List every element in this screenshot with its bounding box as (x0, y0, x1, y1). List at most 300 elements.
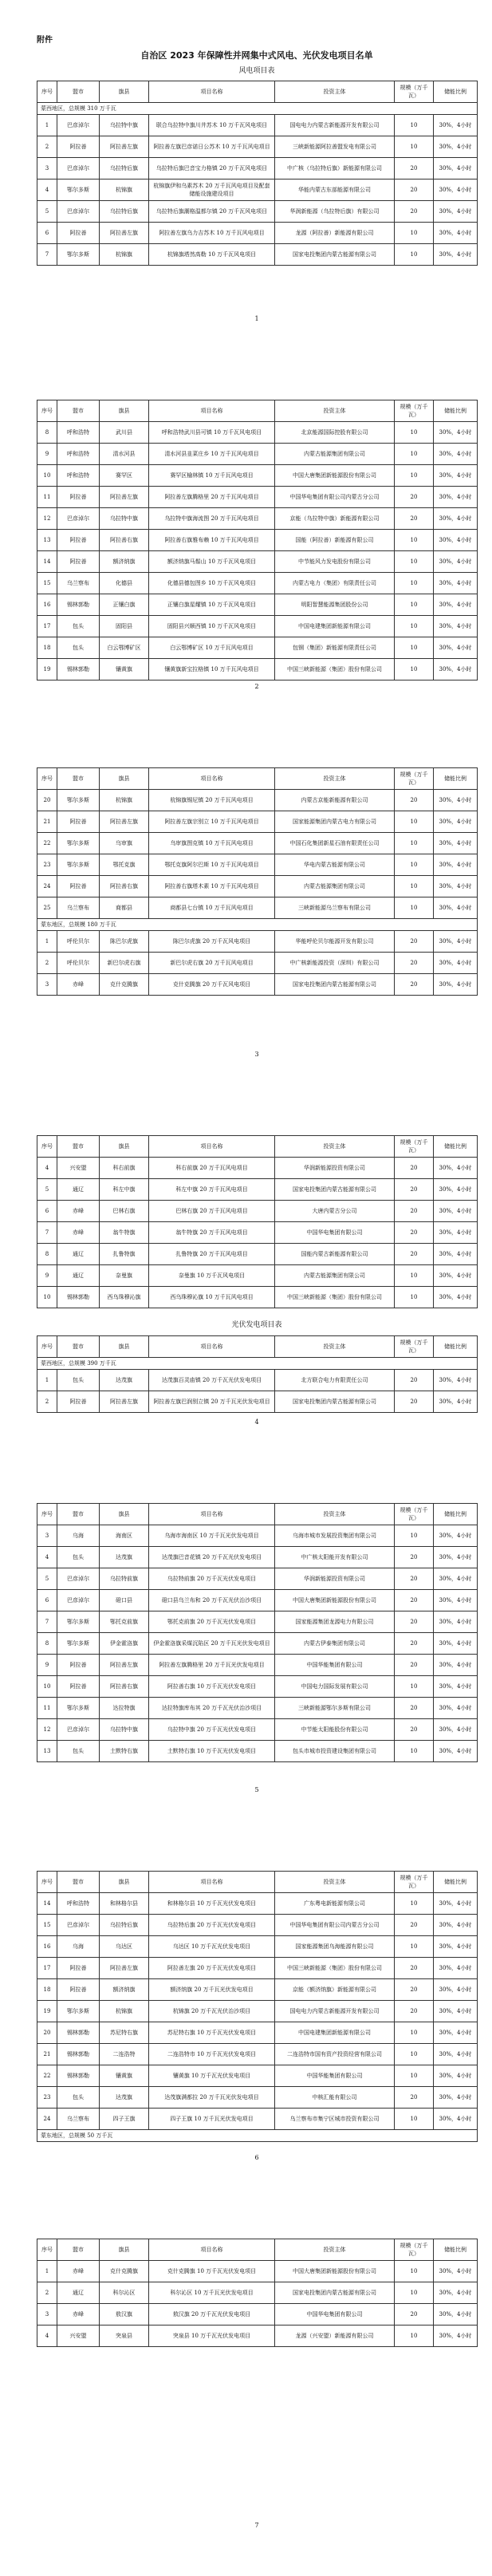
cell-league-city: 阿拉善 (57, 1958, 100, 1979)
cell-league-city: 巴彦淖尔 (57, 1568, 100, 1590)
cell-storage-ratio: 30%，4小时 (434, 487, 478, 508)
cell-project-name: 科尔沁区 10 万千瓦光伏发电项目 (149, 2282, 275, 2304)
header-investor: 投资主体 (275, 1136, 395, 1158)
cell-project-name: 杭锦旗塔然高勒 10 万千瓦风电项目 (149, 244, 275, 266)
cell-league-city: 锡林郭勒 (57, 2044, 100, 2065)
cell-investor: 华润新能源投资有限公司 (275, 1158, 395, 1179)
cell-storage-ratio: 30%，4小时 (434, 1370, 478, 1391)
cell-project-name: 扎鲁特旗 20 万千瓦风电项目 (149, 1244, 275, 1265)
table-row (37, 1611, 478, 1633)
cell-serial-number: 14 (37, 1893, 57, 1915)
header-league-city: 盟市 (57, 81, 100, 103)
cell-serial-number: 4 (37, 2326, 57, 2347)
table-row (37, 136, 478, 158)
header-serial-number: 序号 (37, 2239, 57, 2261)
cell-county: 乌拉特前旗 (100, 1568, 149, 1590)
cell-league-city: 鄂尔多斯 (57, 1611, 100, 1633)
cell-project-name: 乌拉特后旗潮格温都尔镇 20 万千瓦风电项目 (149, 201, 275, 223)
cell-investor: 大唐内蒙古分公司 (275, 1201, 395, 1222)
cell-serial-number: 13 (37, 530, 57, 551)
cell-capacity: 20 (395, 1979, 434, 2001)
cell-serial-number: 8 (37, 422, 57, 444)
cell-project-name: 科右前旗 20 万千瓦风电项目 (149, 1158, 275, 1179)
cell-serial-number: 21 (37, 811, 57, 833)
cell-capacity: 10 (395, 244, 434, 266)
table-row (37, 1633, 478, 1655)
document-page (0, 368, 492, 736)
cell-serial-number: 3 (37, 2304, 57, 2326)
table-row (37, 659, 478, 680)
cell-league-city: 巴彦淖尔 (57, 1590, 100, 1611)
header-project-name: 项目名称 (149, 2239, 275, 2261)
cell-capacity: 10 (395, 811, 434, 833)
cell-storage-ratio: 30%，4小时 (434, 1568, 478, 1590)
table-row (37, 1568, 478, 1590)
cell-county: 阿拉善左旗 (100, 1655, 149, 1676)
cell-league-city: 呼和浩特 (57, 465, 100, 487)
cell-serial-number: 20 (37, 2022, 57, 2044)
cell-storage-ratio: 30%，4小时 (434, 876, 478, 897)
cell-capacity: 20 (395, 1244, 434, 1265)
cell-project-name: 正镶白旗星耀镇 10 万千瓦风电项目 (149, 594, 275, 616)
cell-investor: 中广核新能源投资（深圳）有限公司 (275, 953, 395, 974)
page-content (37, 2239, 477, 2347)
cell-league-city: 巴彦淖尔 (57, 508, 100, 530)
cell-project-name: 达茂旗满都拉 20 万千瓦光伏发电项目 (149, 2087, 275, 2109)
cell-county: 阿拉善右旗 (100, 530, 149, 551)
cell-league-city: 鄂尔多斯 (57, 1698, 100, 1719)
cell-project-name: 四子王旗 10 万千瓦光伏发电项目 (149, 2109, 275, 2130)
document-page (0, 1839, 492, 2207)
table-row (37, 2109, 478, 2130)
cell-serial-number: 13 (37, 1741, 57, 1762)
cell-storage-ratio: 30%，4小时 (434, 1655, 478, 1676)
table-row (37, 2087, 478, 2109)
header-project-name: 项目名称 (149, 1504, 275, 1525)
cell-storage-ratio: 30%，4小时 (434, 2326, 478, 2347)
table-row (37, 1719, 478, 1741)
cell-capacity: 20 (395, 1915, 434, 1936)
page-number: 3 (254, 1051, 259, 1058)
cell-investor: 中国华能集团有限公司 (275, 2065, 395, 2087)
page-number: 7 (254, 2522, 259, 2529)
cell-serial-number: 10 (37, 1676, 57, 1698)
cell-county: 白云鄂博矿区 (100, 637, 149, 659)
cell-league-city: 阿拉善 (57, 136, 100, 158)
table-row (37, 2326, 478, 2347)
table-row (37, 487, 478, 508)
cell-league-city: 包头 (57, 616, 100, 637)
cell-serial-number: 24 (37, 876, 57, 897)
cell-league-city: 通辽 (57, 1179, 100, 1201)
cell-storage-ratio: 30%，4小时 (434, 1741, 478, 1762)
cell-league-city: 阿拉善 (57, 811, 100, 833)
cell-capacity: 20 (395, 1370, 434, 1391)
cell-capacity: 10 (395, 465, 434, 487)
cell-storage-ratio: 30%，4小时 (434, 1287, 478, 1308)
cell-investor: 中国大唐集团新能源股份有限公司 (275, 1590, 395, 1611)
cell-project-name: 赛罕区榆林镇 10 万千瓦风电项目 (149, 465, 275, 487)
cell-investor: 内蒙古电力（集团）有限责任公司 (275, 573, 395, 594)
cell-county: 巴林右旗 (100, 1201, 149, 1222)
cell-investor: 国家能源集团乌海能源有限公司 (275, 1936, 395, 1958)
header-storage-ratio: 储能比例 (434, 1136, 478, 1158)
header-capacity: 规模（万千瓦） (395, 1872, 434, 1893)
cell-investor: 中广核（乌拉特后旗）新能源有限公司 (275, 158, 395, 179)
cell-county: 商都县 (100, 897, 149, 919)
table-row (37, 931, 478, 953)
cell-project-name: 新巴尔虎右旗 20 万千瓦风电项目 (149, 953, 275, 974)
cell-league-city: 阿拉善 (57, 1655, 100, 1676)
cell-serial-number: 2 (37, 136, 57, 158)
cell-league-city: 包头 (57, 1370, 100, 1391)
cell-investor: 中国华电集团有限公司 (275, 2304, 395, 2326)
cell-storage-ratio: 30%，4小时 (434, 1698, 478, 1719)
cell-project-name: 阿拉善右旗雅布赖 10 万千瓦风电项目 (149, 530, 275, 551)
header-project-name: 项目名称 (149, 1136, 275, 1158)
table-row (37, 223, 478, 244)
cell-serial-number: 1 (37, 931, 57, 953)
cell-investor: 龙源（兴安盟）新能源有限公司 (275, 2326, 395, 2347)
cell-county: 磴口县 (100, 1590, 149, 1611)
header-serial-number: 序号 (37, 400, 57, 422)
cell-project-name: 土默特右旗 10 万千瓦光伏发电项目 (149, 1741, 275, 1762)
cell-serial-number: 15 (37, 573, 57, 594)
cell-league-city: 阿拉善 (57, 530, 100, 551)
cell-investor: 中节能太阳能股份有限公司 (275, 1719, 395, 1741)
cell-project-name: 达茂旗巴音花镇 20 万千瓦光伏发电项目 (149, 1547, 275, 1568)
cell-investor: 中国大唐集团新能源股份有限公司 (275, 465, 395, 487)
cell-serial-number: 23 (37, 2087, 57, 2109)
cell-storage-ratio: 30%，4小时 (434, 1719, 478, 1741)
cell-project-name: 阿拉善右旗 10 万千瓦光伏发电项目 (149, 1676, 275, 1698)
cell-storage-ratio: 30%，4小时 (434, 1547, 478, 1568)
cell-capacity: 20 (395, 1568, 434, 1590)
cell-county: 阿拉善左旗 (100, 487, 149, 508)
document-page (0, 1103, 492, 1471)
cell-county: 奈曼旗 (100, 1265, 149, 1287)
document-page (0, 2207, 492, 2574)
header-investor: 投资主体 (275, 2239, 395, 2261)
cell-investor: 国电电力内蒙古新能源开发有限公司 (275, 2001, 395, 2022)
cell-capacity: 10 (395, 1287, 434, 1308)
attachment-label: 附件 (37, 36, 53, 45)
cell-capacity: 20 (395, 1222, 434, 1244)
cell-investor: 中国华电集团有限公司内蒙古分公司 (275, 487, 395, 508)
cell-county: 西乌珠穆沁旗 (100, 1287, 149, 1308)
table-row (37, 1893, 478, 1915)
cell-storage-ratio: 30%，4小时 (434, 637, 478, 659)
cell-serial-number: 4 (37, 1158, 57, 1179)
cell-capacity: 20 (395, 931, 434, 953)
table-row (37, 637, 478, 659)
cell-county: 乌拉特后旗 (100, 201, 149, 223)
cell-county: 杭锦旗 (100, 244, 149, 266)
cell-capacity: 20 (395, 1201, 434, 1222)
cell-storage-ratio: 30%，4小时 (434, 1265, 478, 1287)
cell-league-city: 赤峰 (57, 1222, 100, 1244)
page-content (37, 1871, 477, 2142)
cell-serial-number: 25 (37, 897, 57, 919)
region-section-row (37, 2130, 478, 2142)
cell-storage-ratio: 30%，4小时 (434, 465, 478, 487)
cell-investor: 国家电投集团内蒙古能源有限公司 (275, 974, 395, 996)
cell-investor: 内蒙古能源集团有限公司 (275, 1265, 395, 1287)
cell-storage-ratio: 30%，4小时 (434, 530, 478, 551)
cell-project-name: 清水河县韭菜庄乡 10 万千瓦风电项目 (149, 444, 275, 465)
cell-investor: 中国华能集团有限公司 (275, 1655, 395, 1676)
cell-project-name: 乌海市海南区 10 万千瓦光伏发电项目 (149, 1525, 275, 1547)
cell-investor: 中国电建集团新能源有限公司 (275, 616, 395, 637)
cell-capacity: 20 (395, 2001, 434, 2022)
cell-investor: 内蒙古能源集团有限公司 (275, 444, 395, 465)
header-investor: 投资主体 (275, 81, 395, 103)
cell-capacity: 20 (395, 1655, 434, 1676)
cell-investor: 国电电力内蒙古新能源开发有限公司 (275, 115, 395, 136)
cell-project-name: 和林格尔县 10 万千瓦光伏发电项目 (149, 1893, 275, 1915)
header-capacity: 规模（万千瓦） (395, 1504, 434, 1525)
header-investor: 投资主体 (275, 1336, 395, 1358)
cell-league-city: 赤峰 (57, 1201, 100, 1222)
cell-investor: 国家电投集团内蒙古能源有限公司 (275, 1179, 395, 1201)
cell-investor: 北方联合电力有限责任公司 (275, 1370, 395, 1391)
cell-capacity: 20 (395, 201, 434, 223)
table-row (37, 1741, 478, 1762)
cell-investor: 三峡新能源乌兰察布有限公司 (275, 897, 395, 919)
cell-county: 科右前旗 (100, 1158, 149, 1179)
header-investor: 投资主体 (275, 1504, 395, 1525)
header-serial-number: 序号 (37, 81, 57, 103)
table-row (37, 551, 478, 573)
table-header-row (37, 768, 478, 790)
document-page (0, 1471, 492, 1839)
cell-league-city: 乌兰察布 (57, 2109, 100, 2130)
cell-county: 镶黄旗 (100, 659, 149, 680)
header-county: 旗县 (100, 1336, 149, 1358)
cell-county: 乌拉特后旗 (100, 1915, 149, 1936)
cell-serial-number: 4 (37, 1547, 57, 1568)
cell-investor: 内蒙古伊泰集团有限公司 (275, 1633, 395, 1655)
cell-project-name: 杭锦旗 20 万千瓦光伏治沙项目 (149, 2001, 275, 2022)
cell-investor: 国家能源集团龙源电力有限公司 (275, 1611, 395, 1633)
cell-project-name: 乌拉特前旗 20 万千瓦光伏发电项目 (149, 1568, 275, 1590)
header-serial-number: 序号 (37, 1872, 57, 1893)
cell-county: 武川县 (100, 422, 149, 444)
cell-investor: 二连浩特市国有资产投资经营有限公司 (275, 2044, 395, 2065)
cell-county: 阿拉善左旗 (100, 1391, 149, 1413)
cell-league-city: 包头 (57, 2087, 100, 2109)
cell-serial-number: 10 (37, 465, 57, 487)
cell-project-name: 白云鄂博矿区 10 万千瓦风电项目 (149, 637, 275, 659)
cell-county: 四子王旗 (100, 2109, 149, 2130)
cell-serial-number: 17 (37, 616, 57, 637)
cell-project-name: 固阳县兴顺西镇 10 万千瓦风电项目 (149, 616, 275, 637)
header-storage-ratio: 储能比例 (434, 400, 478, 422)
cell-capacity: 20 (395, 1633, 434, 1655)
table-row (37, 1158, 478, 1179)
cell-capacity: 20 (395, 974, 434, 996)
cell-capacity: 10 (395, 136, 434, 158)
cell-storage-ratio: 30%，4小时 (434, 2261, 478, 2282)
cell-county: 敖汉旗 (100, 2304, 149, 2326)
cell-county: 额济纳旗 (100, 1979, 149, 2001)
cell-project-name: 达拉特旗库布其 20 万千瓦光伏治沙项目 (149, 1698, 275, 1719)
cell-storage-ratio: 30%，4小时 (434, 1158, 478, 1179)
table-row (37, 811, 478, 833)
table-row (37, 1590, 478, 1611)
cell-league-city: 乌海 (57, 1936, 100, 1958)
cell-storage-ratio: 30%，4小时 (434, 201, 478, 223)
cell-serial-number: 9 (37, 1265, 57, 1287)
header-capacity: 规模（万千瓦） (395, 1336, 434, 1358)
cell-serial-number: 7 (37, 244, 57, 266)
cell-league-city: 阿拉善 (57, 1391, 100, 1413)
header-county: 旗县 (100, 1136, 149, 1158)
cell-investor: 中核汇能有限公司 (275, 2087, 395, 2109)
cell-storage-ratio: 30%，4小时 (434, 2087, 478, 2109)
cell-league-city: 鄂尔多斯 (57, 2001, 100, 2022)
table-row (37, 1655, 478, 1676)
cell-league-city: 鄂尔多斯 (57, 1633, 100, 1655)
cell-capacity: 10 (395, 2282, 434, 2304)
cell-county: 阿拉善左旗 (100, 223, 149, 244)
cell-investor: 中广核太阳能开发有限公司 (275, 1547, 395, 1568)
cell-capacity: 10 (395, 897, 434, 919)
table-row (37, 1979, 478, 2001)
cell-storage-ratio: 30%，4小时 (434, 422, 478, 444)
cell-league-city: 呼伦贝尔 (57, 931, 100, 953)
cell-project-name: 阿拉善左旗乌力吉苏木 10 万千瓦风电项目 (149, 223, 275, 244)
table-row (37, 2261, 478, 2282)
table-row (37, 2304, 478, 2326)
cell-capacity: 10 (395, 2065, 434, 2087)
cell-capacity: 10 (395, 854, 434, 876)
cell-capacity: 10 (395, 1936, 434, 1958)
cell-project-name: 乌拉特后旗巴音宝力格镇 20 万千瓦风电项目 (149, 158, 275, 179)
cell-project-name: 乌拉特后旗 20 万千瓦光伏发电项目 (149, 1915, 275, 1936)
table-row (37, 244, 478, 266)
cell-project-name: 杭锦旗伊和乌素苏木 20 万千瓦风电项目及配套储能设施建设项目 (149, 179, 275, 201)
cell-county: 翁牛特旗 (100, 1222, 149, 1244)
cell-storage-ratio: 30%，4小时 (434, 244, 478, 266)
table-header-row (37, 400, 478, 422)
cell-serial-number: 17 (37, 1958, 57, 1979)
cell-capacity: 10 (395, 876, 434, 897)
table-row (37, 1958, 478, 1979)
header-serial-number: 序号 (37, 1136, 57, 1158)
table-header-row (37, 2239, 478, 2261)
cell-county: 乌拉特中旗 (100, 508, 149, 530)
cell-investor: 中国石化集团新星石油有限责任公司 (275, 833, 395, 854)
cell-project-name: 阿拉善左旗腾格里 20 万千瓦风电项目 (149, 487, 275, 508)
cell-serial-number: 5 (37, 1568, 57, 1590)
cell-investor: 华润新能源（乌拉特后旗）有限公司 (275, 201, 395, 223)
cell-serial-number: 5 (37, 201, 57, 223)
cell-storage-ratio: 30%，4小时 (434, 2065, 478, 2087)
cell-investor: 乌海市城市发展投资集团有限公司 (275, 1525, 395, 1547)
table-row (37, 1698, 478, 1719)
cell-county: 阿拉善右旗 (100, 876, 149, 897)
cell-storage-ratio: 30%，4小时 (434, 115, 478, 136)
project-table (37, 1503, 478, 1762)
document-page (0, 736, 492, 1103)
cell-capacity: 20 (395, 1611, 434, 1633)
cell-county: 二连浩特 (100, 2044, 149, 2065)
cell-storage-ratio: 30%，4小时 (434, 179, 478, 201)
cell-project-name: 阿拉善左旗腾格里 20 万千瓦光伏发电项目 (149, 1655, 275, 1676)
region-section-label: 蒙西地区，总规模 390 万千瓦 (37, 1358, 478, 1370)
cell-serial-number: 16 (37, 1936, 57, 1958)
cell-investor: 国家电投集团内蒙古能源有限公司 (275, 244, 395, 266)
cell-league-city: 赤峰 (57, 2261, 100, 2282)
table-title: 风电项目表 (238, 67, 275, 75)
table-row (37, 1244, 478, 1265)
table-row (37, 876, 478, 897)
cell-county: 乌拉特后旗 (100, 158, 149, 179)
table-row (37, 201, 478, 223)
cell-serial-number: 7 (37, 1222, 57, 1244)
table-row (37, 1265, 478, 1287)
cell-league-city: 呼和浩特 (57, 444, 100, 465)
project-table (37, 767, 478, 996)
header-storage-ratio: 储能比例 (434, 1336, 478, 1358)
cell-county: 鄂托克旗 (100, 854, 149, 876)
cell-storage-ratio: 30%，4小时 (434, 1179, 478, 1201)
table-row (37, 2282, 478, 2304)
cell-league-city: 兴安盟 (57, 1158, 100, 1179)
region-section-label: 蒙东地区，总规模 180 万千瓦 (37, 919, 478, 931)
region-section-row (37, 919, 478, 931)
cell-league-city: 通辽 (57, 1244, 100, 1265)
cell-county: 克什克腾旗 (100, 974, 149, 996)
cell-investor: 京能（额济纳旗）新能源有限公司 (275, 1979, 395, 2001)
cell-serial-number: 8 (37, 1244, 57, 1265)
cell-capacity: 20 (395, 508, 434, 530)
cell-investor: 北京能源国际控股有限公司 (275, 422, 395, 444)
cell-storage-ratio: 30%，4小时 (434, 1391, 478, 1413)
cell-investor: 中国三峡新能源（集团）股份有限公司 (275, 1287, 395, 1308)
table-row (37, 1676, 478, 1698)
cell-league-city: 锡林郭勒 (57, 1287, 100, 1308)
table-row (37, 1525, 478, 1547)
table-row (37, 2044, 478, 2065)
cell-serial-number: 10 (37, 1287, 57, 1308)
cell-league-city: 鄂尔多斯 (57, 854, 100, 876)
cell-league-city: 阿拉善 (57, 223, 100, 244)
cell-storage-ratio: 30%，4小时 (434, 1915, 478, 1936)
cell-capacity: 10 (395, 1741, 434, 1762)
cell-capacity: 10 (395, 1265, 434, 1287)
region-section-label: 蒙东地区，总规模 50 万千瓦 (37, 2130, 478, 2142)
cell-project-name: 阿拉善左旗巴彦诺日公苏木 10 万千瓦风电项目 (149, 136, 275, 158)
cell-project-name: 鄂托克旗阿尔巴斯 10 万千瓦风电项目 (149, 854, 275, 876)
cell-storage-ratio: 30%，4小时 (434, 854, 478, 876)
header-storage-ratio: 储能比例 (434, 81, 478, 103)
table-header-row (37, 1336, 478, 1358)
header-capacity: 规模（万千瓦） (395, 2239, 434, 2261)
cell-capacity: 10 (395, 2044, 434, 2065)
cell-league-city: 阿拉善 (57, 551, 100, 573)
cell-storage-ratio: 30%，4小时 (434, 811, 478, 833)
cell-project-name: 巴林右旗 20 万千瓦风电项目 (149, 1201, 275, 1222)
cell-investor: 中节能风力发电股份有限公司 (275, 551, 395, 573)
page-content (37, 1135, 477, 1413)
cell-serial-number: 1 (37, 2261, 57, 2282)
cell-league-city: 呼伦贝尔 (57, 953, 100, 974)
cell-serial-number: 12 (37, 1719, 57, 1741)
table-row (37, 444, 478, 465)
page-number: 5 (254, 1786, 259, 1793)
